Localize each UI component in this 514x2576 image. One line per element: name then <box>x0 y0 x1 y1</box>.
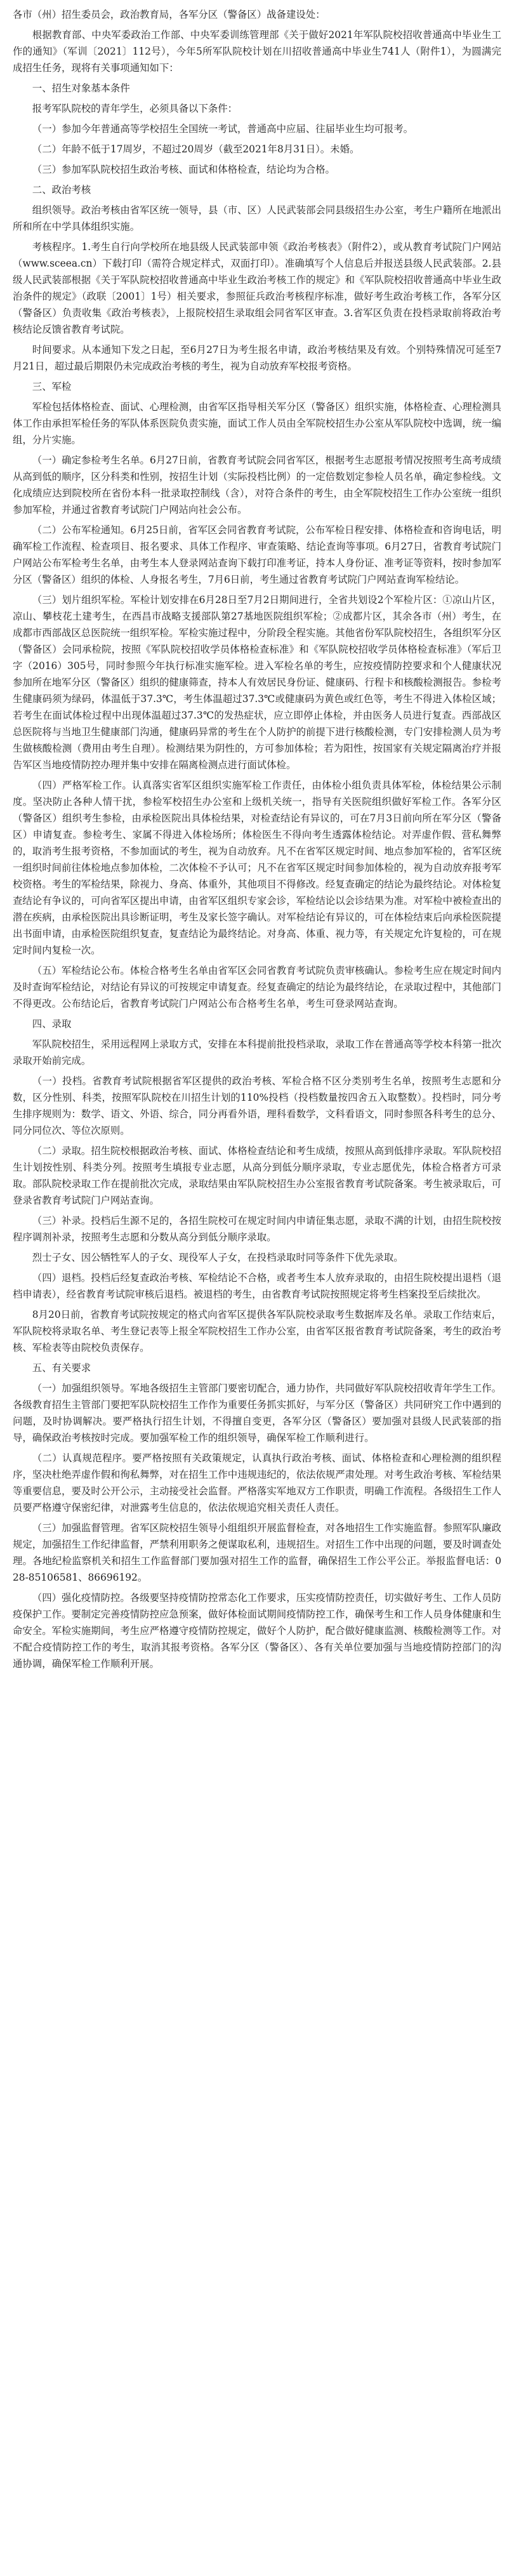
section-heading: 四、录取 <box>32 1018 72 1030</box>
body-paragraph: 军队院校招生，采用远程网上录取方式，安排在本科提前批投档录取，录取工作在普通高等学校本科第一批次录取开始前完成。 <box>13 1039 501 1066</box>
body-paragraph: 考核程序。1.考生自行向学校所在地县级人民武装部申领《政治考核表》（附件2），或从教育考试院门户网站（www.sceea.cn）下载打印（需符合规定样式，双面打印）。准确填写个人信息后并报送县级人民武装部。2.县级人民武装部根据《关于军队院校招收普通高中毕业生政治考核工作的规定》和《军队院校招收普通高中毕业生政治条件的规定》（政联〔2001〕1号）相关要求，参照征兵政治考核程序标准，做好考生政治考核工作，各军分区（警备区）负责收集《政治考核表》，上报院校招生录取组会同省军区审查。3.省军区负责在投档录取前将政治考核结论反馈省教育考试院。 <box>13 241 501 335</box>
body-paragraph: （五）军检结论公布。体检合格考生名单由省军区会同省教育考试院负责审核确认。参检考生应在规定时间内及时查询军检结论，对结论有异议的可按规定申请复查。经复查确定的结论为最终结论，在录取过程中，其他部门不得更改。公布结论后，省教育考试院门户网站公布合格考生名单，考生可登录网站查询。 <box>13 965 501 1009</box>
body-paragraph: 时间要求。从本通知下发之日起，至6月27日为考生报名申请，政治考核结果及有效。个别特殊情况可延至7月21日，超过最后期限仍未完成政治考核的考生，视为自动放弃军校报考资格。 <box>13 344 501 372</box>
body-paragraph: 烈士子女、因公牺牲军人的子女、现役军人子女，在投档录取时同等条件下优先录取。 <box>32 1252 404 1263</box>
body-paragraph: 组织领导。政治考核由省军区统一领导，县（市、区）人民武装部会同县级招生办公室，考生户籍所在地派出所和所在中学具体组织实施。 <box>13 204 501 232</box>
body-paragraph: （四）退档。投档后经复查政治考核、军检结论不合格，或者考生本人放弃录取的，由招生院校提出退档（退档申请表），经省教育考试院审核后退档。被退档的考生，由省教育考试院按照规定将考生档案投至后续批次。 <box>13 1272 501 1300</box>
body-paragraph: 根据教育部、中央军委政治工作部、中央军委训练管理部《关于做好2021年军队院校招收普通高中毕业生工作的通知》（军训〔2021〕112号），今年5所军队院校计划在川招收普通高中毕业生741人（附件1），为圆满完成招生任务，现将有关事项通知如下： <box>13 29 501 74</box>
body-paragraph: （四）严格军检工作。认真落实省军区组织实施军检工作责任，由体检小组负责具体军检，体检结果公示制度。坚决防止各种人情干扰，参检军校招生办公室和上级机关统一，指导有关医院组织做好军检工作。各军分区（警备区）组织考生参检，由承检医院出具体检结果，对检查结论有异议的，可在7月3日前向所在军分区（警备区）申请复查。参检考生、家属不得进入体检场所；体检医生不得向考生透露体检结论。对弄虚作假、营私舞弊的，取消考生报考资格，不参加面试的考生，视为自动放弃。凡不在省军区规定时间、地点参加军检的，省军区统一组织时间前往体检地点参加体检，二次体检不予认可；凡不在省军区规定时间参加体检的，视为自动放弃报考军校资格。考生的军检结果，除视力、身高、体重外，其他项目不得修改。经复查确定的结论为最终结论。对体检复查结论有争议的，可向省军区提出申请，由省军区组织专家会诊，军检结论以会诊结果为准。对军检中被检查出的潜在疾病，由承检医院出具诊断证明，考生及家长签字确认。对军检结论有异议的，可在体检结束后向承检医院提出书面申请，由承检医院组织复查，复查结论为最终结论。对身高、体重、视力等，有关规定允许复检的，可在规定时间内复检一次。 <box>13 780 501 956</box>
body-paragraph: （四）强化疫情防控。各级要坚持疫情防控常态化工作要求，压实疫情防控责任，切实做好考生、工作人员防疫保护工作。要制定完善疫情防控应急预案，做好体检面试期间疫情防控工作，确保考生和工作人员身体健康和生命安全。军检实施期间，考生应严格遵守疫情防控规定，做好个人防护，配合做好健康监测、核酸检测等工作。对不配合疫情防控工作的考生，取消其报考资格。各军分区（警备区）、各有关单位要加强与当地疫情防控部门的沟通协调，确保军检工作顺利开展。 <box>13 1592 501 1670</box>
section-heading: 三、军检 <box>32 381 72 392</box>
body-paragraph: （二）录取。招生院校根据政治考核、面试、体格检查结论和考生成绩，按照从高到低排序录取。军队院校招生计划按性别、科类分列。按照考生填报专业志愿，从高分到低分顺序录取，专业志愿优先，体检合格者方可录取。部队院校录取工作在提前批次完成，录取结果由军队院校招生办公室报省教育考试院备案。考生被录取后，可登录省教育考试院门户网站查询。 <box>13 1145 501 1206</box>
body-paragraph: （一）参加今年普通高等学校招生全国统一考试，普通高中应届、往届毕业生均可报考。 <box>32 123 414 135</box>
body-paragraph: （一）确定参检考生名单。6月27日前，省教育考试院会同省军区，根据考生志愿报考情况按照考生高考成绩从高到低的顺序，区分科类和性别，按招生计划（实际投档比例）的一定倍数划定参检人员名单，确定参检线。文化成绩应达到院校所在省份本科一批录取控制线（含），对符合条件的考生，由全军院校招生工作办公室统一组织参加军检，并通过省教育考试院门户网站向社会公布。 <box>13 455 501 515</box>
body-paragraph: 军检包括体格检查、面试、心理检测，由省军区指导相关军分区（警备区）组织实施，体格检查、心理检测具体工作由承担军检任务的军队体系医院负责实施，面试工作人员由全军院校招生办公室从军队院校中选调，统一编组，分片实施。 <box>13 401 501 446</box>
body-paragraph: （二）认真规范程序。要严格按照有关政策规定，认真执行政治考核、面试、体格检查和心理检测的组织程序，坚决杜绝弄虚作假和徇私舞弊，对在招生工作中违规违纪的，依法依规严肃处理。对考生政治考核、军检结果等重要信息，要及时公开公示，主动接受社会监督。严格落实军地双方工作职责，明确工作流程。各级招生工作人员要严格遵守保密纪律，对泄露考生信息的，依法依规追究相关责任人责任。 <box>13 1452 501 1513</box>
body-paragraph: （一）加强组织领导。军地各级招生主管部门要密切配合，通力协作，共同做好军队院校招收青年学生工作。各级教育招生主管部门要把军队院校招生工作作为重要任务抓实抓好，与军分区（警备区）共同研究工作中遇到的问题，及时协调解决。要严格执行招生计划，不得擅自变更，各军分区（警备区）要加强对县级人民武装部的指导，确保政治考核按时完成。要加强军检工作的组织领导，确保军检工作顺利进行。 <box>13 1383 501 1444</box>
body-paragraph: （三）划片组织军检。军检计划安排在6月28日至7月2日期间进行，全省共划设2个军检片区：①凉山片区，凉山、攀枝花土建考生，在西昌市战略支援部队第27基地医院组织军检；②成都片区，其余各市（州）考生，在成都市西部战区总医院统一组织军检。军检实施过程中，分阶段全程实施。其他省份军队院校招生，各组织军分区（警备区）会同承检院，按照《军队院校招收学员体格检查标准》和《军队院校招收学员体格检查标准》（军后卫字（2016）305号，同时参照今年执行标准实施军检。进入军检名单的考生，应按疫情防控要求和个人健康状况参加所在地军分区（警备区）组织的健康筛查，持本人有效居民身份证、健康码、行程卡和核酸检测报告。参检考生健康码须为绿码，体温低于37.3℃，考生体温超过37.3℃或健康码为黄色或红色等，考生不得进入体检区域；若考生在面试体检过程中出现体温超过37.3℃的发热症状，应立即停止体检，并由医务人员进行复查。西部战区总医院将与当地卫生健康部门沟通，健康码异常的考生在个人防护的前提下进行核酸检测，专门安排检测人员为考生做核酸检测（费用由考生自理）。检测结果为阴性的，方可参加体检；若为阳性，按国家有关规定隔离治疗并报告军区当地疫情防控办理并集中安排在隔离检测点进行面试体检。 <box>13 594 501 771</box>
body-paragraph: （三）补录。投档后生源不足的，各招生院校可在规定时间内申请征集志愿，录取不满的计划，由招生院校按程序调剂补录，按照考生志愿和分数从高分到低分顺序录取。 <box>13 1215 501 1243</box>
body-paragraph: （三）参加军队院校招生政治考核、面试和体格检查，结论均为合格。 <box>32 164 335 175</box>
body-paragraph: （三）加强监督管理。省军区院校招生领导小组组织开展监督检查，对各地招生工作实施监督。参照军队廉政规定，加强招生工作纪律监督，严禁利用职务之便谋取私利，违规招生。对招生工作中出现的问题，要及时调查处理。各地纪检监察机关和招生工作监督部门要加强对招生工作的监督，确保招生工作公平公正。举报监督电话：028-85106581、86696192。 <box>13 1522 501 1583</box>
body-paragraph: 各市（州）招生委员会，政治教育局，各军分区（警备区）战备建设处： <box>13 9 326 20</box>
section-heading: 五、有关要求 <box>32 1362 91 1374</box>
body-paragraph: （二）年龄不低于17周岁，不超过20周岁（截至2021年8月31日）。未婚。 <box>32 143 360 155</box>
section-heading: 一、招生对象基本条件 <box>32 83 130 94</box>
body-paragraph: 报考军队院校的青年学生，必须具备以下条件： <box>32 103 238 114</box>
body-paragraph: （二）公布军检通知。6月25日前，省军区会同省教育考试院，公布军检日程安排、体格检查和咨询电话，明确军检工作流程、检查项目、报名要求、具体工作程序、审查策略、结论查询等事项。6月27日，省教育考试院门户网站公布军检考生名单，由考生本人登录网站查询下载打印准考证，持本人身份证、准考证等资料，按时参加军分区（警备区）组织的体检、人身报名考生，7月6日前，考生通过省教育考试院门户网站查询军检结论。 <box>13 524 501 585</box>
body-paragraph: （一）投档。省教育考试院根据省军区提供的政治考核、军检合格不区分类别考生名单，按照考生志愿和分数，区分性别、科类，按照军队院校在川招生计划的110%投档（投档数量按四舍五入取整数）。投档时，同分考生排序规则为：数学、语文、外语、综合，同分再看外语，理科看数学，文科看语文，同时参照各科考生的总分、同分同位次、等位次原则。 <box>13 1075 501 1136</box>
section-heading: 二、政治考核 <box>32 184 91 196</box>
body-paragraph: 8月20日前，省教育考试院按规定的格式向省军区提供各军队院校录取考生数据库及名单。录取工作结束后，军队院校将录取名单、考生登记表等上报全军院校招生工作办公室，由省军区报省教育考试院备案，考生的政治考核、军检表等由院校负责保存。 <box>13 1309 501 1353</box>
